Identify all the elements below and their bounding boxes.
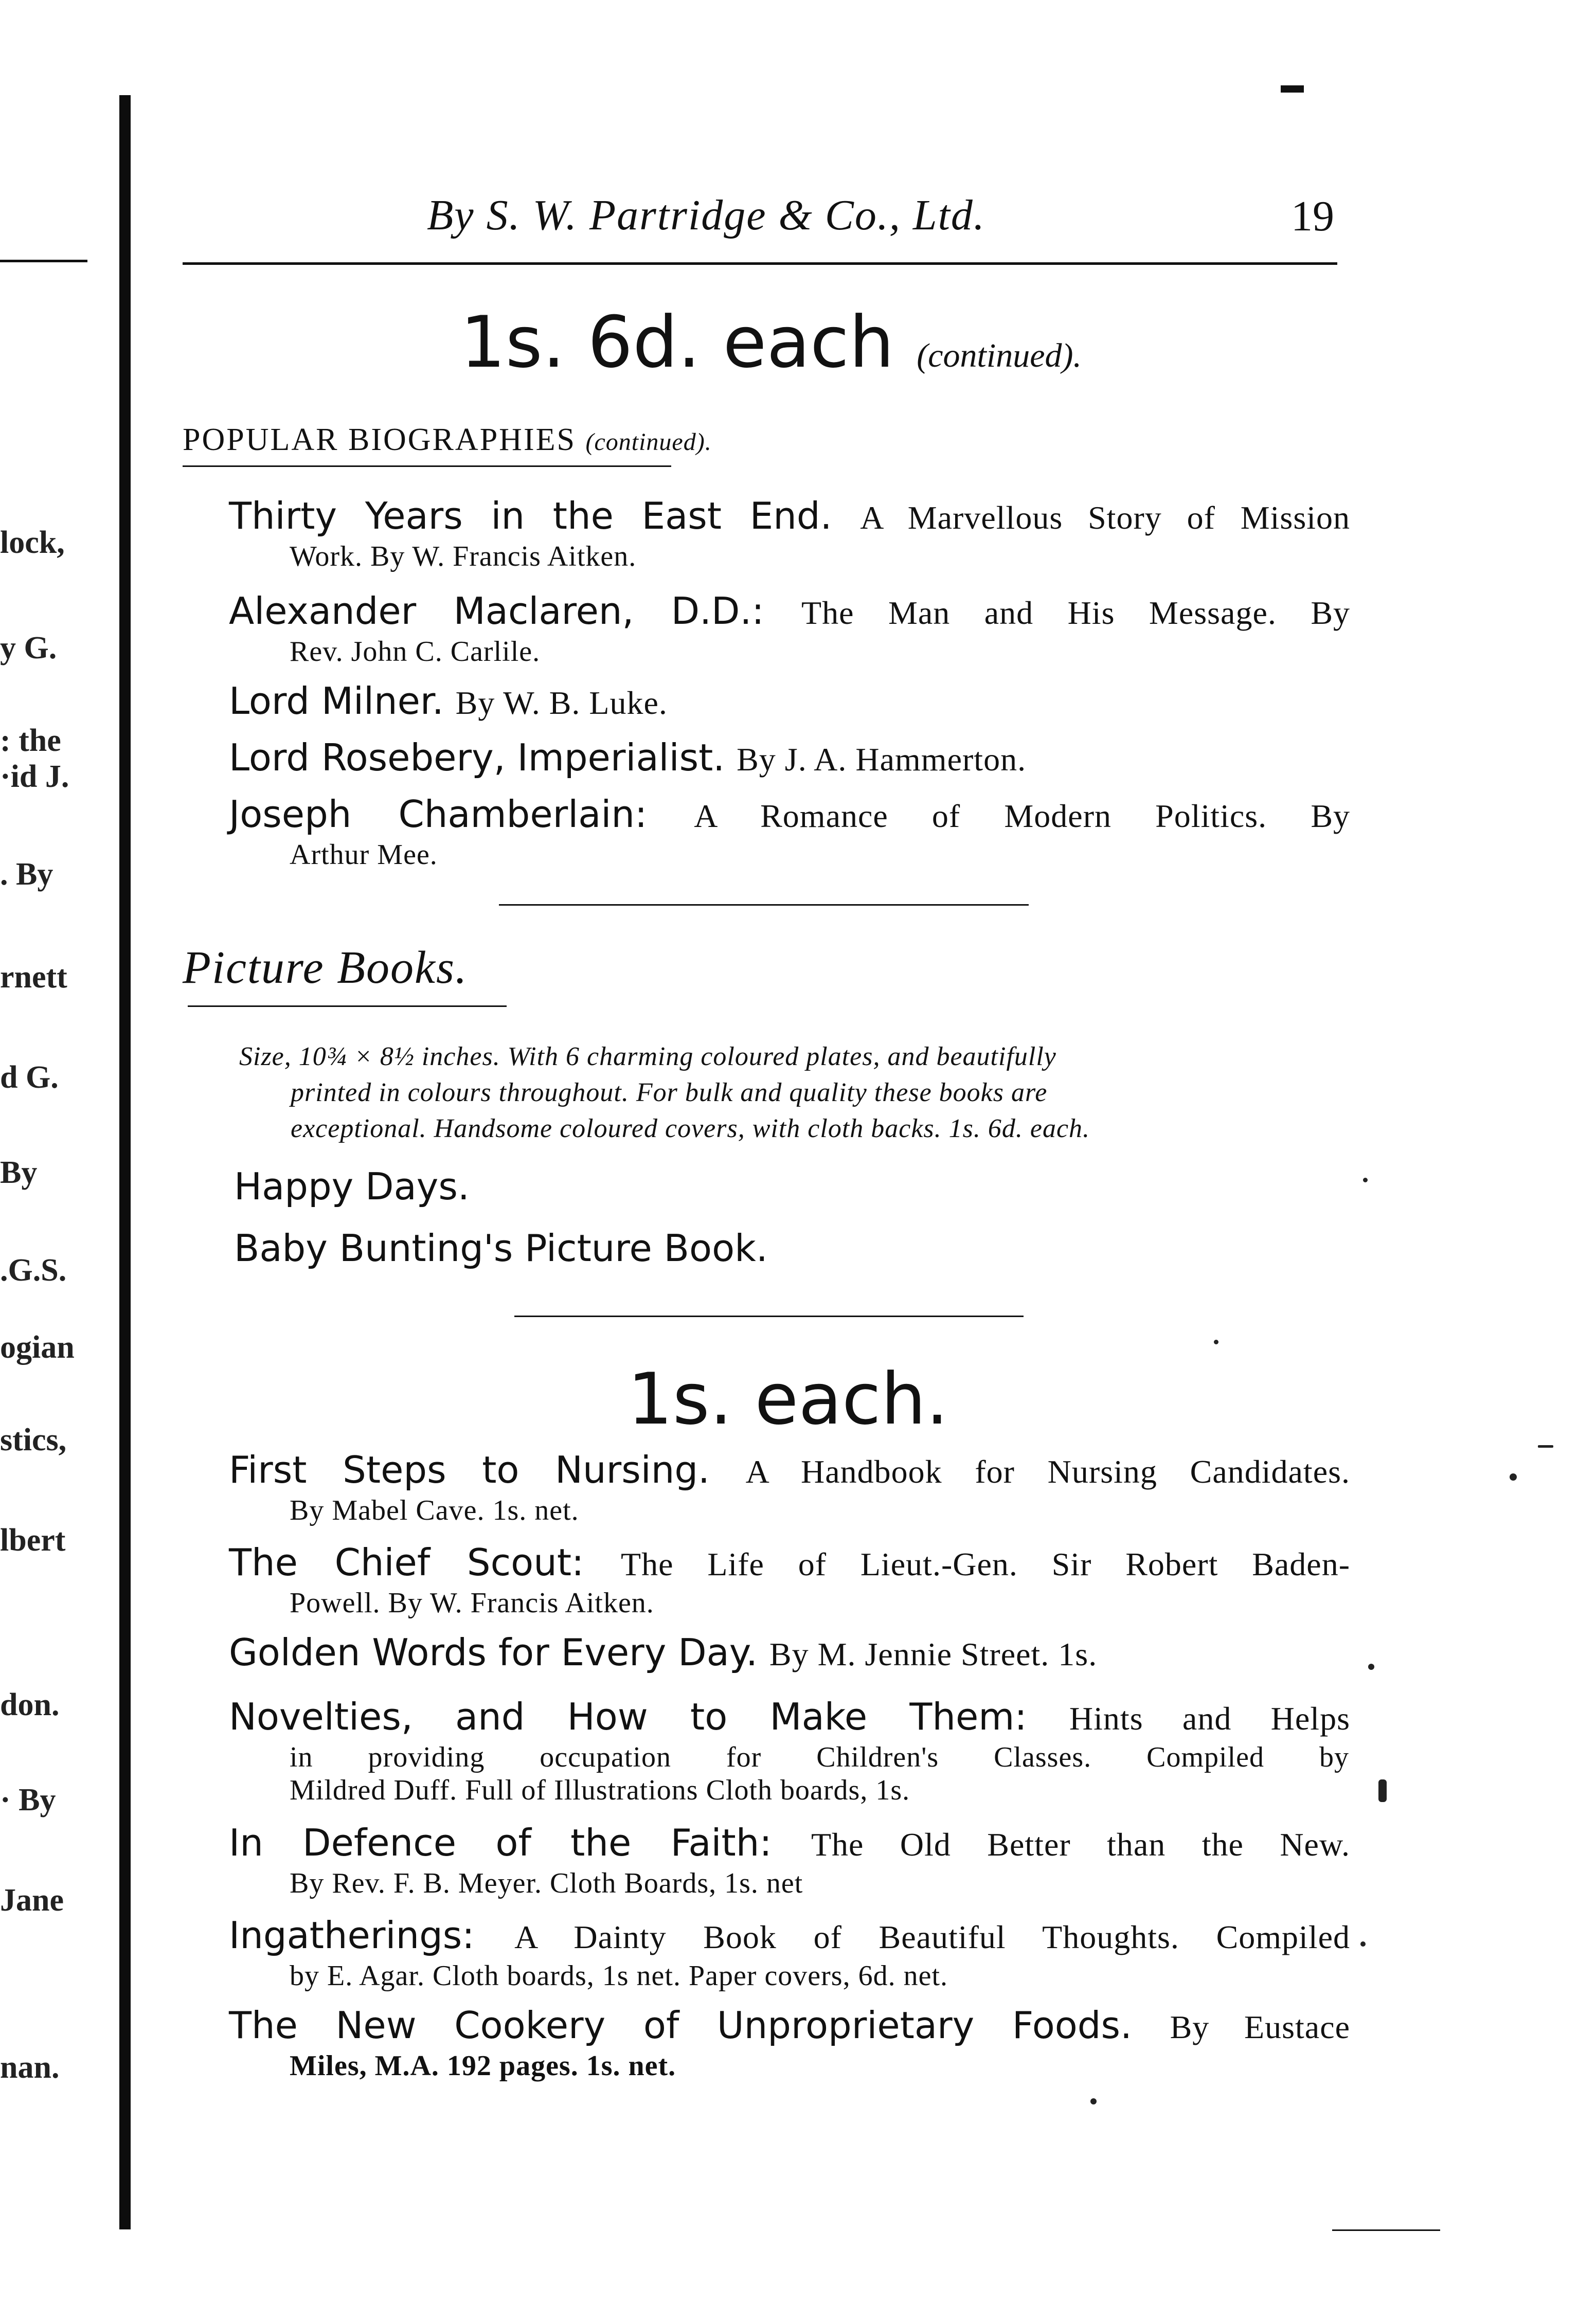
section-divider	[499, 904, 1029, 906]
list-item	[229, 1448, 1350, 1527]
list-item	[229, 1630, 1350, 1677]
margin-fragment: ogian	[0, 1330, 75, 1365]
picture-book-title: Happy Days.	[234, 1165, 470, 1208]
entry-detail: Rev. John C. Carlile.	[290, 636, 541, 668]
section-heading-picture-books: Picture Books.	[183, 942, 468, 993]
section-title: POPULAR BIOGRAPHIES	[183, 422, 576, 457]
page-number: 19	[1291, 192, 1334, 240]
scan-mark	[1332, 2229, 1440, 2231]
list-item	[229, 1821, 1350, 1900]
continued-note: (continued).	[585, 428, 712, 456]
entry-title: Lord Milner.	[229, 679, 444, 723]
price-label: 1s. 6d. each	[460, 301, 894, 384]
entry-detail: By Mabel Cave. 1s. net.	[290, 1495, 579, 1526]
entry-description: A Marvellous Story of Mission	[860, 499, 1351, 536]
scan-speck	[1368, 1664, 1374, 1670]
picture-book-title: Baby Bunting's Picture Book.	[234, 1227, 768, 1270]
continued-note: (continued).	[917, 337, 1082, 374]
entry-description: By M. Jennie Street. 1s.	[769, 1636, 1098, 1672]
margin-fragment: Jane	[0, 1883, 64, 1918]
list-item	[229, 2003, 1350, 2082]
section-underline	[183, 465, 671, 467]
scan-speck	[1510, 1473, 1517, 1481]
book-gutter	[119, 95, 131, 2229]
entry-description: The Old Better than the New.	[811, 1826, 1350, 1863]
entry-title: Novelties, and How to Make Them:	[229, 1695, 1027, 1738]
entry-detail: Arthur Mee.	[290, 839, 438, 871]
entry-detail: Work. By W. Francis Aitken.	[290, 541, 637, 572]
entry-description: The Man and His Message. By	[801, 595, 1350, 631]
list-item	[229, 792, 1350, 871]
scan-speck	[1363, 1178, 1368, 1182]
entry-detail: in providing occupation for Children's Classes. Compiled by	[290, 1741, 1349, 1773]
entry-description: By Eustace	[1170, 2009, 1351, 2045]
list-item	[229, 1695, 1350, 1807]
list-item	[229, 1540, 1350, 1619]
entry-description: By J. A. Hammerton.	[737, 741, 1027, 778]
entry-title: Thirty Years in the East End.	[229, 494, 832, 537]
margin-fragment: lock,	[0, 525, 65, 560]
list-item	[229, 589, 1350, 668]
ink-mark	[1281, 85, 1304, 93]
entry-title: Alexander Maclaren, D.D.:	[229, 589, 764, 633]
facing-page-rule	[0, 260, 87, 262]
entry-title: Ingatherings:	[229, 1914, 475, 1957]
list-item	[229, 735, 1350, 782]
entry-description: A Handbook for Nursing Candidates.	[745, 1453, 1351, 1490]
section-underline	[188, 1005, 507, 1007]
scan-speck	[1090, 2098, 1097, 2104]
scan-speck	[1378, 1779, 1387, 1802]
entry-detail: By Rev. F. B. Meyer. Cloth Boards, 1s. net	[290, 1867, 803, 1899]
picture-books-note-line: printed in colours throughout. For bulk and quality these books are	[291, 1078, 1048, 1107]
margin-fragment: stics,	[0, 1423, 67, 1457]
margin-fragment: y G.	[0, 631, 57, 665]
list-item	[229, 1913, 1350, 1992]
entry-detail: Powell. By W. Francis Aitken.	[290, 1587, 654, 1619]
list-item	[229, 679, 1350, 725]
section-heading-popular-biographies	[183, 422, 712, 458]
entry-detail: by E. Agar. Cloth boards, 1s net. Paper covers, 6d. net.	[290, 1960, 948, 1992]
margin-fragment: By	[0, 1155, 38, 1190]
margin-fragment: d G.	[0, 1060, 59, 1095]
entry-title: Lord Rosebery, Imperialist.	[229, 736, 725, 779]
running-head: By S. W. Partridge & Co., Ltd.	[427, 191, 985, 239]
margin-fragment: rnett	[0, 960, 67, 995]
list-item	[229, 494, 1350, 573]
picture-books-note-line: Size, 10¾ × 8½ inches. With 6 charming coloured plates, and beautifully	[239, 1042, 1056, 1071]
price-heading-1s: 1s. each.	[627, 1358, 949, 1441]
margin-fragment: don.	[0, 1687, 60, 1722]
margin-fragment: nan.	[0, 2050, 60, 2085]
entry-title: Golden Words for Every Day.	[229, 1631, 758, 1674]
margin-fragment: lbert	[0, 1523, 66, 1558]
margin-fragment: ·id J.	[0, 759, 69, 794]
entry-title: In Defence of the Faith:	[229, 1821, 772, 1864]
entry-description: By W. B. Luke.	[455, 685, 668, 721]
scan-speck	[1538, 1445, 1553, 1448]
margin-fragment: .G.S.	[0, 1253, 67, 1288]
margin-fragment: : the	[0, 723, 61, 758]
entry-description: A Romance of Modern Politics. By	[694, 798, 1351, 834]
entry-description: Hints and Helps	[1069, 1700, 1350, 1737]
margin-fragment: . By	[0, 857, 53, 892]
scan-speck	[1214, 1340, 1218, 1344]
entry-title: Joseph Chamberlain:	[229, 793, 648, 836]
picture-books-note-line: exceptional. Handsome coloured covers, with cloth backs. 1s. 6d. each.	[291, 1114, 1090, 1143]
entry-description: A Dainty Book of Beautiful Thoughts. Compiled	[514, 1919, 1351, 1955]
entry-detail: Mildred Duff. Full of Illustrations Cloth boards, 1s.	[290, 1774, 910, 1806]
section-divider	[514, 1316, 1024, 1317]
scan-speck	[1360, 1941, 1366, 1947]
entry-detail: Miles, M.A. 192 pages. 1s. net.	[290, 2050, 676, 2082]
header-rule	[183, 262, 1337, 265]
entry-title: The Chief Scout:	[229, 1541, 584, 1584]
entry-title: First Steps to Nursing.	[229, 1448, 710, 1491]
price-heading-1s6d	[460, 301, 1082, 384]
entry-title: The New Cookery of Unproprietary Foods.	[229, 2004, 1132, 2047]
margin-fragment: · By	[0, 1783, 56, 1817]
entry-description: The Life of Lieut.-Gen. Sir Robert Baden-	[621, 1546, 1350, 1582]
